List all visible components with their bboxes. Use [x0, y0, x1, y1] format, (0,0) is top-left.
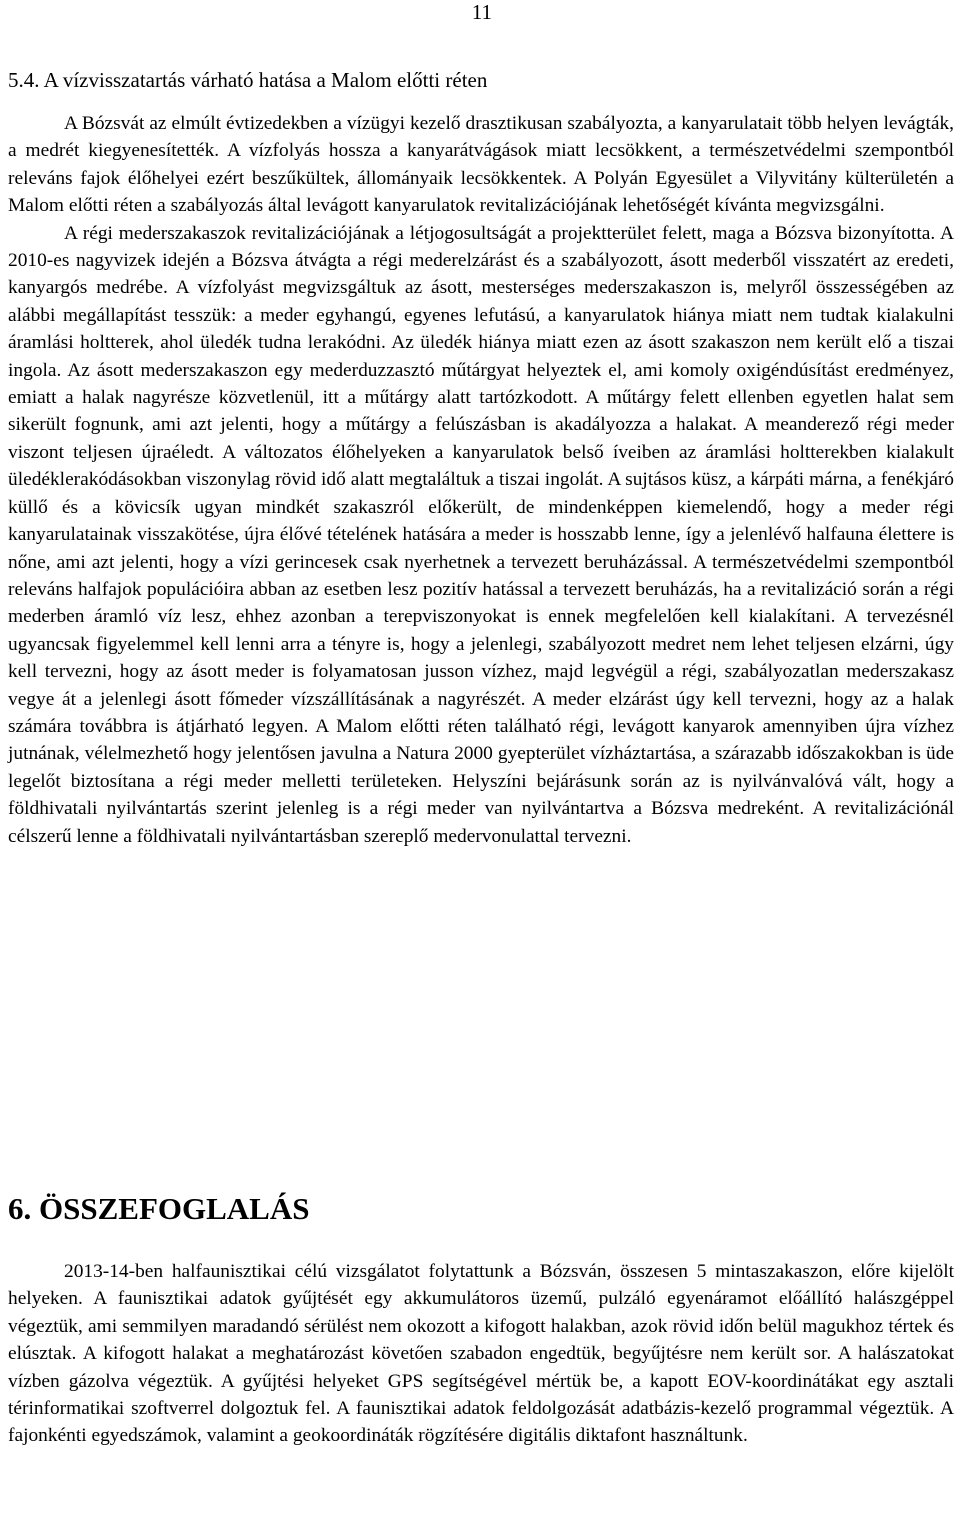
section-heading: 5.4. A vízvisszatartás várható hatása a Malom előtti réten	[8, 68, 488, 92]
chapter-body	[8, 1258, 954, 1450]
paragraph: A Bózsvát az elmúlt évtizedekben a vízügyi kezelő drasztikusan szabályozta, a kanyarulatait több helyen levágták, a medrét kiegyenesítették. A vízfolyás hossza a kanyarátvágások miatt lecsökkent, a természetvédelmi szempontból releváns fajok élőhelyei ezért beszűkültek, állományaik lecsökkentek. A Polyán Egyesület a Vilyvitány külterületén a Malom előtti réten a szabályozás által levágott kanyarulatok revitalizációjának lehetőségét kívánta megvizsgálni.	[8, 113, 954, 217]
chapter-heading: 6. ÖSSZEFOGLALÁS	[8, 1191, 310, 1226]
paragraph: A régi mederszakaszok revitalizációjának a létjogosultságát a projektterület felett, maga a Bózsva bizonyította. A 2010-es nagyvizek idején a Bózsva átvágta a régi mederelzárást és a szabályozott, ásott mederből visszatért az eredeti, kanyargós medrébe. A vízfolyást megvizsgáltuk az ásott, mesterséges mederszakaszon is, melyről összességében az alábbi megállapítást tesszük: a meder egyhangú, egyenes lefutású, a kanyarulatok hiánya miatt nem tudtak kialakulni áramlási holtterek, ahol üledék tudna lerakódni. Az üledék hiánya miatt ezen az ásott szakaszon nem került elő a tiszai ingola. Az ásott mederszakaszon egy mederduzzasztó műtárgyat helyeztek el, ami komoly oxigéndúsítást eredményez, emiatt a halak nagyrésze közvetlenül, itt a műtárgy alatt tartózkodott. A műtárgy felett ellenben egyetlen halat sem sikerült fognunk, ami azt jelenti, hogy a műtárgy a felúszásban is akadályozza a halakat. A meanderező régi meder viszont teljesen újraéledt. A változatos élőhelyeken a kanyarulatok belső íveiben az áramlási holtterekben kialakult üledéklerakódásokban viszonylag rövid idő alatt megtaláltuk a tiszai ingolát. A sujtásos küsz, a kárpáti márna, a fenékjáró küllő és a kövicsík ugyan mindkét szakaszról előkerült, de mindenképpen kiemelendő, hogy a meder régi kanyarulatainak visszakötése, újra élővé tételének hatására a meder is hosszabb lenne, így a jelenlévő halfauna élettere is nőne, ami azt jelenti, hogy a vízi gerincesek csak nyerhetnek a tervezett beruházással. A természetvédelmi szempontból releváns halfajok populációira abban az esetben lesz pozitív hatással a tervezett beruházás, ha a revitalizáció során a régi mederben áramló víz lesz, ehhez azonban a terepviszonyokat is ennek megfelelően kell kialakítani. A tervezésnél ugyancsak figyelemmel kell lenni arra a tényre is, hogy a jelenlegi, szabályozott medret nem lehet teljesen elzárni, úgy kell tervezni, hogy az ásott meder is folyamatosan jusson vízhez, majd legvégül a régi, szabályozatlan mederszakasz vegye át a jelenlegi ásott főmeder vízszállításának a nagyrészét. A meder elzárást úgy kell tervezni, hogy az a halak számára továbbra is átjárható legyen. A Malom előtti réten található régi, levágott kanyarok amennyiben újra vízhez jutnának, vélelmezhető hogy jelentősen javulna a Natura 2000 gyepterület vízháztartása, a szárazabb időszakokban is üde legelőt biztosítana a régi meder melletti területeken. Helyszíni bejárásunk során az is nyilvánvalóvá vált, hogy a földhivatali nyilvántartás szerint jelenleg is a régi meder van nyilvántartva a Bózsva medreként. A revitalizációnál célszerű lenne a földhivatali nyilvántartásban szereplő medervonulattal tervezni.	[8, 222, 954, 847]
page-number: 11	[471, 0, 492, 24]
paragraph: 2013-14-ben halfaunisztikai célú vizsgálatot folytattunk a Bózsván, összesen 5 mintaszakaszon, előre kijelölt helyeken. A faunisztikai adatok gyűjtését egy akkumulátoros üzemű, pulzáló egyenáramot előállító halászgéppel végeztük, ami semmilyen maradandó sérülést nem okozott a kifogott halakban, azok rövid időn belül magukhoz tértek és elúsztak. A kifogott halakat a meghatározást követően szabadon engedtük, begyűjtésre nem került sor. A halászatokat vízben gázolva végeztük. A gyűjtési helyeket GPS segítségével mértük be, a kapott EOV-koordinátákat egy asztali térinformatikai szoftverrel dolgoztuk fel. A faunisztikai adatok feldolgozását adatbázis-kezelő programmal végeztük. A fajonkénti egyedszámok, valamint a geokoordináták rögzítésére digitális diktafont használtunk.	[8, 1261, 954, 1447]
section-body	[8, 110, 954, 850]
